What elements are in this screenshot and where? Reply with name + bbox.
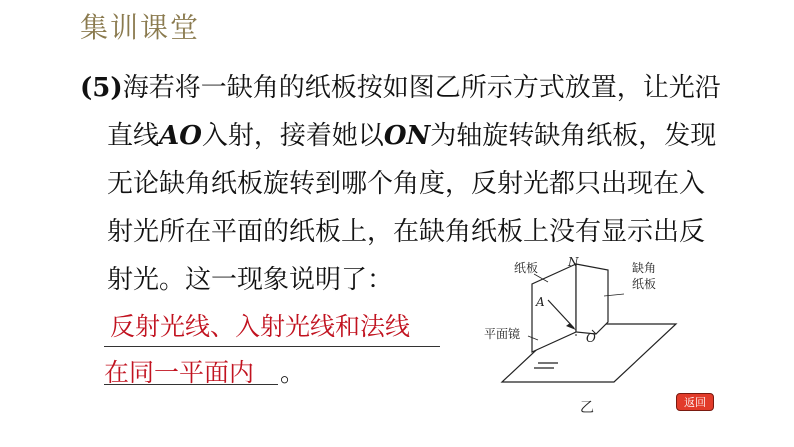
label-board: 纸板: [514, 261, 539, 275]
label-mirror: 平面镜: [484, 327, 521, 341]
label-cut-board-line2: 纸板: [632, 277, 657, 291]
variable-AO: AO: [159, 121, 202, 151]
answer-underline-2: [104, 384, 278, 385]
label-N: N: [568, 255, 579, 269]
question-line-2-post: 为轴旋转缺角纸板，发现: [430, 121, 717, 151]
page-header-title: 集训课堂: [80, 11, 201, 44]
diagram-figure: [484, 246, 682, 446]
label-cut-board-line1: 缺角: [632, 261, 657, 275]
question-line-4: 射光所在平面的纸板上，在缺角纸板上没有显示出反: [107, 217, 706, 247]
answer-line-2: 在同一平面内: [104, 358, 255, 387]
variable-ON: ON: [383, 121, 431, 151]
answer-line-1: 反射光线、入射光线和法线: [110, 312, 411, 341]
question-line-2: [80, 112, 740, 160]
label-O: O: [586, 331, 596, 345]
figure-caption: 乙: [580, 400, 594, 416]
question-line-3: 无论缺角纸板旋转到哪个角度，反射光都只出现在入: [107, 169, 706, 199]
question-line-2-mid: 入射，接着她以: [201, 121, 384, 151]
question-line-2-pre: 直线: [107, 121, 160, 151]
question-line-1-text: 海若将一缺角的纸板按如图乙所示方式放置，让光沿: [122, 73, 721, 103]
cut-paper-board: [576, 264, 608, 334]
question-line-5: 射光。这一现象说明了：: [107, 265, 394, 295]
answer-underline-1: [104, 346, 440, 347]
answer-period: 。: [280, 358, 306, 387]
question-number: (5): [80, 73, 123, 103]
back-button[interactable]: 返回: [676, 393, 714, 411]
label-A: A: [536, 295, 545, 309]
question-line-1: [80, 64, 740, 112]
